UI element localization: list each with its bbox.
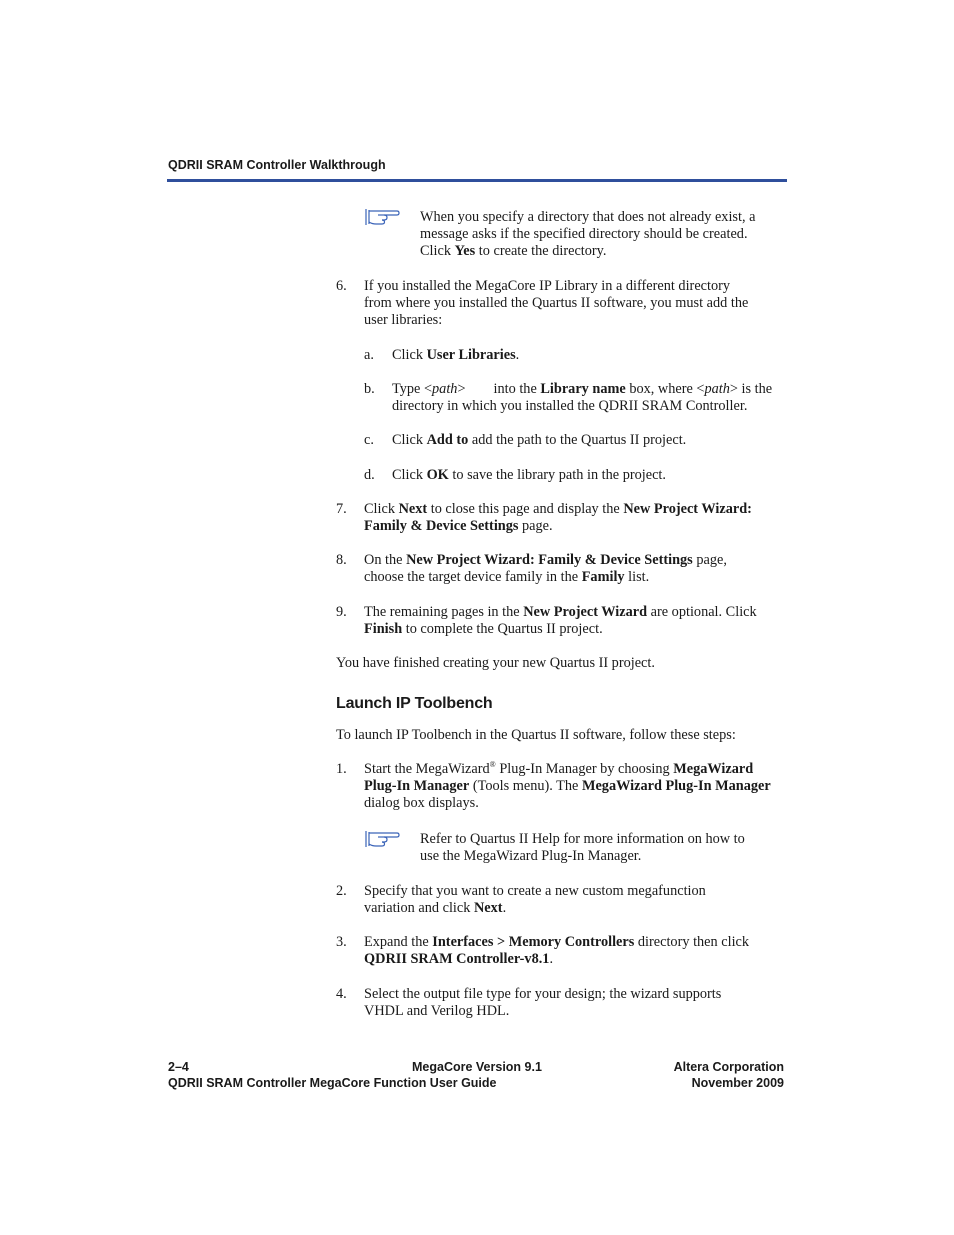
substep-label: d. xyxy=(364,467,375,483)
footer-company: Altera Corporation xyxy=(673,1060,784,1074)
step-number: 9. xyxy=(336,604,347,620)
step-8-text: On the New Project Wizard: Family & Device Settings page, choose the target device family in the Family list. xyxy=(364,552,727,586)
note-1-line: Click Yes to create the directory. xyxy=(420,243,607,260)
pointing-hand-icon xyxy=(364,828,400,850)
step-number: 1. xyxy=(336,761,347,777)
launch-step-3-text: Expand the Interfaces > Memory Controllers directory then click QDRII SRAM Controller-v8.1. xyxy=(364,934,750,968)
substep-a: Click User Libraries. xyxy=(392,347,520,363)
launch-step-4-text: Select the output file type for your design; the wizard supports VHDL and Verilog HDL. xyxy=(364,986,722,1020)
note-1-line: When you specify a directory that does not already exist, a xyxy=(420,209,756,225)
launch-step-1-text: Start the MegaWizard® Plug-In Manager by choosing MegaWizard Plug-In Manager (Tools menu). The MegaWizard Plug-In Manager dialog box displays. xyxy=(364,760,771,812)
section-heading: Launch IP Toolbench xyxy=(336,695,493,712)
step-number: 4. xyxy=(336,986,347,1002)
step-7-text: Click Next to close this page and display the New Project Wizard: Family & Device Settings page. xyxy=(364,501,752,535)
note-2-line: Refer to Quartus II Help for more information on how to xyxy=(420,831,745,847)
pointing-hand-icon xyxy=(364,206,400,228)
step-6-text xyxy=(364,278,748,330)
footer-version: MegaCore Version 9.1 xyxy=(412,1060,542,1074)
step-number: 8. xyxy=(336,552,347,568)
footer-date: November 2009 xyxy=(691,1076,784,1090)
note-1 xyxy=(420,209,755,261)
finished-paragraph: You have finished creating your new Quartus II project. xyxy=(336,655,655,671)
substep-c: Click Add to add the path to the Quartus II project. xyxy=(392,432,687,448)
header-rule xyxy=(167,179,787,182)
step-9-text: The remaining pages in the New Project Wizard are optional. Click Finish to complete the Quartus II project. xyxy=(364,604,757,638)
step-number: 6. xyxy=(336,278,347,294)
substep-label: b. xyxy=(364,381,375,397)
substep-b: Type <path> into the Library name box, where <path> is the directory in which you installed the QDRII SRAM Controller. xyxy=(392,381,773,415)
step-number: 3. xyxy=(336,934,347,950)
footer-page-number: 2–4 xyxy=(168,1060,189,1074)
note-2-line: use the MegaWizard Plug-In Manager. xyxy=(420,848,642,865)
running-header-title: QDRII SRAM Controller Walkthrough xyxy=(168,158,386,172)
note-1-line: message asks if the specified directory should be created. xyxy=(420,226,748,243)
launch-step-2-text: Specify that you want to create a new custom megafunction variation and click Next. xyxy=(364,883,706,917)
substep-label: a. xyxy=(364,347,374,363)
section-intro: To launch IP Toolbench in the Quartus II software, follow these steps: xyxy=(336,727,736,743)
substep-label: c. xyxy=(364,432,374,448)
step-number: 2. xyxy=(336,883,347,899)
substep-d: Click OK to save the library path in the project. xyxy=(392,467,666,483)
note-2 xyxy=(420,831,745,865)
footer-guide-title: QDRII SRAM Controller MegaCore Function User Guide xyxy=(168,1076,497,1090)
step-line: If you installed the MegaCore IP Library in a different directory xyxy=(364,278,731,294)
step-line: from where you installed the Quartus II software, you must add the xyxy=(364,295,749,312)
step-number: 7. xyxy=(336,501,347,517)
step-line: user libraries: xyxy=(364,312,443,329)
yes-button-ref: Yes xyxy=(454,243,476,260)
